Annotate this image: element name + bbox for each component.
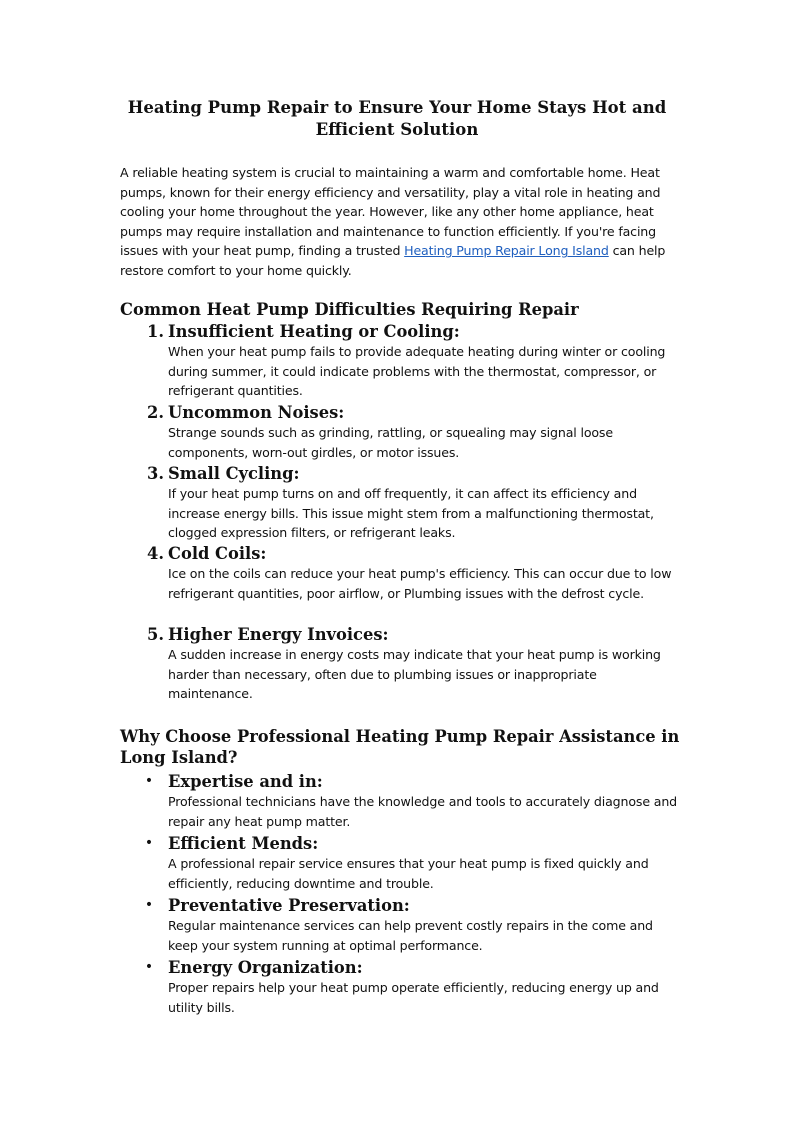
list-item-title: Efficient Mends: [168, 834, 319, 853]
list-item-title: Preventative Preservation: [168, 896, 410, 915]
heating-pump-repair-link[interactable]: Heating Pump Repair Long Island [404, 243, 609, 259]
bullet-icon: • [144, 835, 154, 851]
list-item-title: Small Cycling: [168, 464, 300, 483]
intro-text: A reliable heating system is crucial to maintaining a warm and comfortable home. Heat pumps, known for their energy efficiency and versatility, play a vital role in heating and cooling your home throughout the year. However, like any other home appliance, heat pumps may require installation and maintenance to function efficiently. If you're facing issues with your heat pump, finding a trusted [120, 165, 661, 259]
intro-paragraph [120, 163, 680, 281]
list-item-title: Energy Organization: [168, 958, 363, 977]
list-item-title: Uncommon Noises: [168, 403, 345, 422]
bullet-icon: • [144, 959, 154, 975]
bullet-icon: • [144, 773, 154, 789]
list-item-body: If your heat pump turns on and off frequently, it can affect its efficiency and increase energy bills. This issue might stem from a malfunctioning thermostat, clogged expression filters, or refrigerant leaks. [168, 486, 654, 541]
list-number: 4. [147, 544, 164, 563]
list-item-body: Proper repairs help your heat pump operate efficiently, reducing energy up and utility bills. [168, 980, 659, 1015]
bullet-icon: • [144, 897, 154, 913]
list-item-title: Expertise and in: [168, 772, 323, 791]
list-number: 5. [147, 625, 164, 644]
intro-text-end: can help restore comfort to your home quickly. [120, 243, 666, 278]
list-item-title: Higher Energy Invoices: [168, 625, 389, 644]
document-title: Heating Pump Repair to Ensure Your Home Stays Hot and Efficient Solution [127, 98, 667, 139]
list-item-body: Professional technicians have the knowledge and tools to accurately diagnose and repair any heat pump matter. [168, 794, 678, 829]
list-item-title: Cold Coils: [168, 544, 267, 563]
list-item-body: Strange sounds such as grinding, rattling, or squealing may signal loose components, worn-out girdles, or motor issues. [168, 425, 613, 460]
list-item-title: Insufficient Heating or Cooling: [168, 322, 460, 341]
section-heading-common-difficulties: Common Heat Pump Difficulties Requiring Repair [120, 300, 579, 319]
list-number: 2. [147, 403, 164, 422]
list-item-body: When your heat pump fails to provide adequate heating during winter or cooling during summer, it could indicate problems with the thermostat, compressor, or refrigerant quantities. [168, 344, 666, 399]
list-number: 1. [147, 322, 164, 341]
list-item-body: A professional repair service ensures that your heat pump is fixed quickly and efficiently, reducing downtime and trouble. [168, 856, 649, 891]
list-number: 3. [147, 464, 164, 483]
list-item-body: Ice on the coils can reduce your heat pump's efficiency. This can occur due to low refrigerant quantities, poor airflow, or Plumbing issues with the defrost cycle. [168, 566, 672, 601]
list-item-body: Regular maintenance services can help prevent costly repairs in the come and keep your system running at optimal performance. [168, 918, 653, 953]
section-heading-why-choose: Why Choose Professional Heating Pump Repair Assistance in Long Island? [120, 727, 680, 767]
list-item-body: A sudden increase in energy costs may indicate that your heat pump is working harder than necessary, often due to plumbing issues or inappropriate maintenance. [168, 647, 661, 702]
